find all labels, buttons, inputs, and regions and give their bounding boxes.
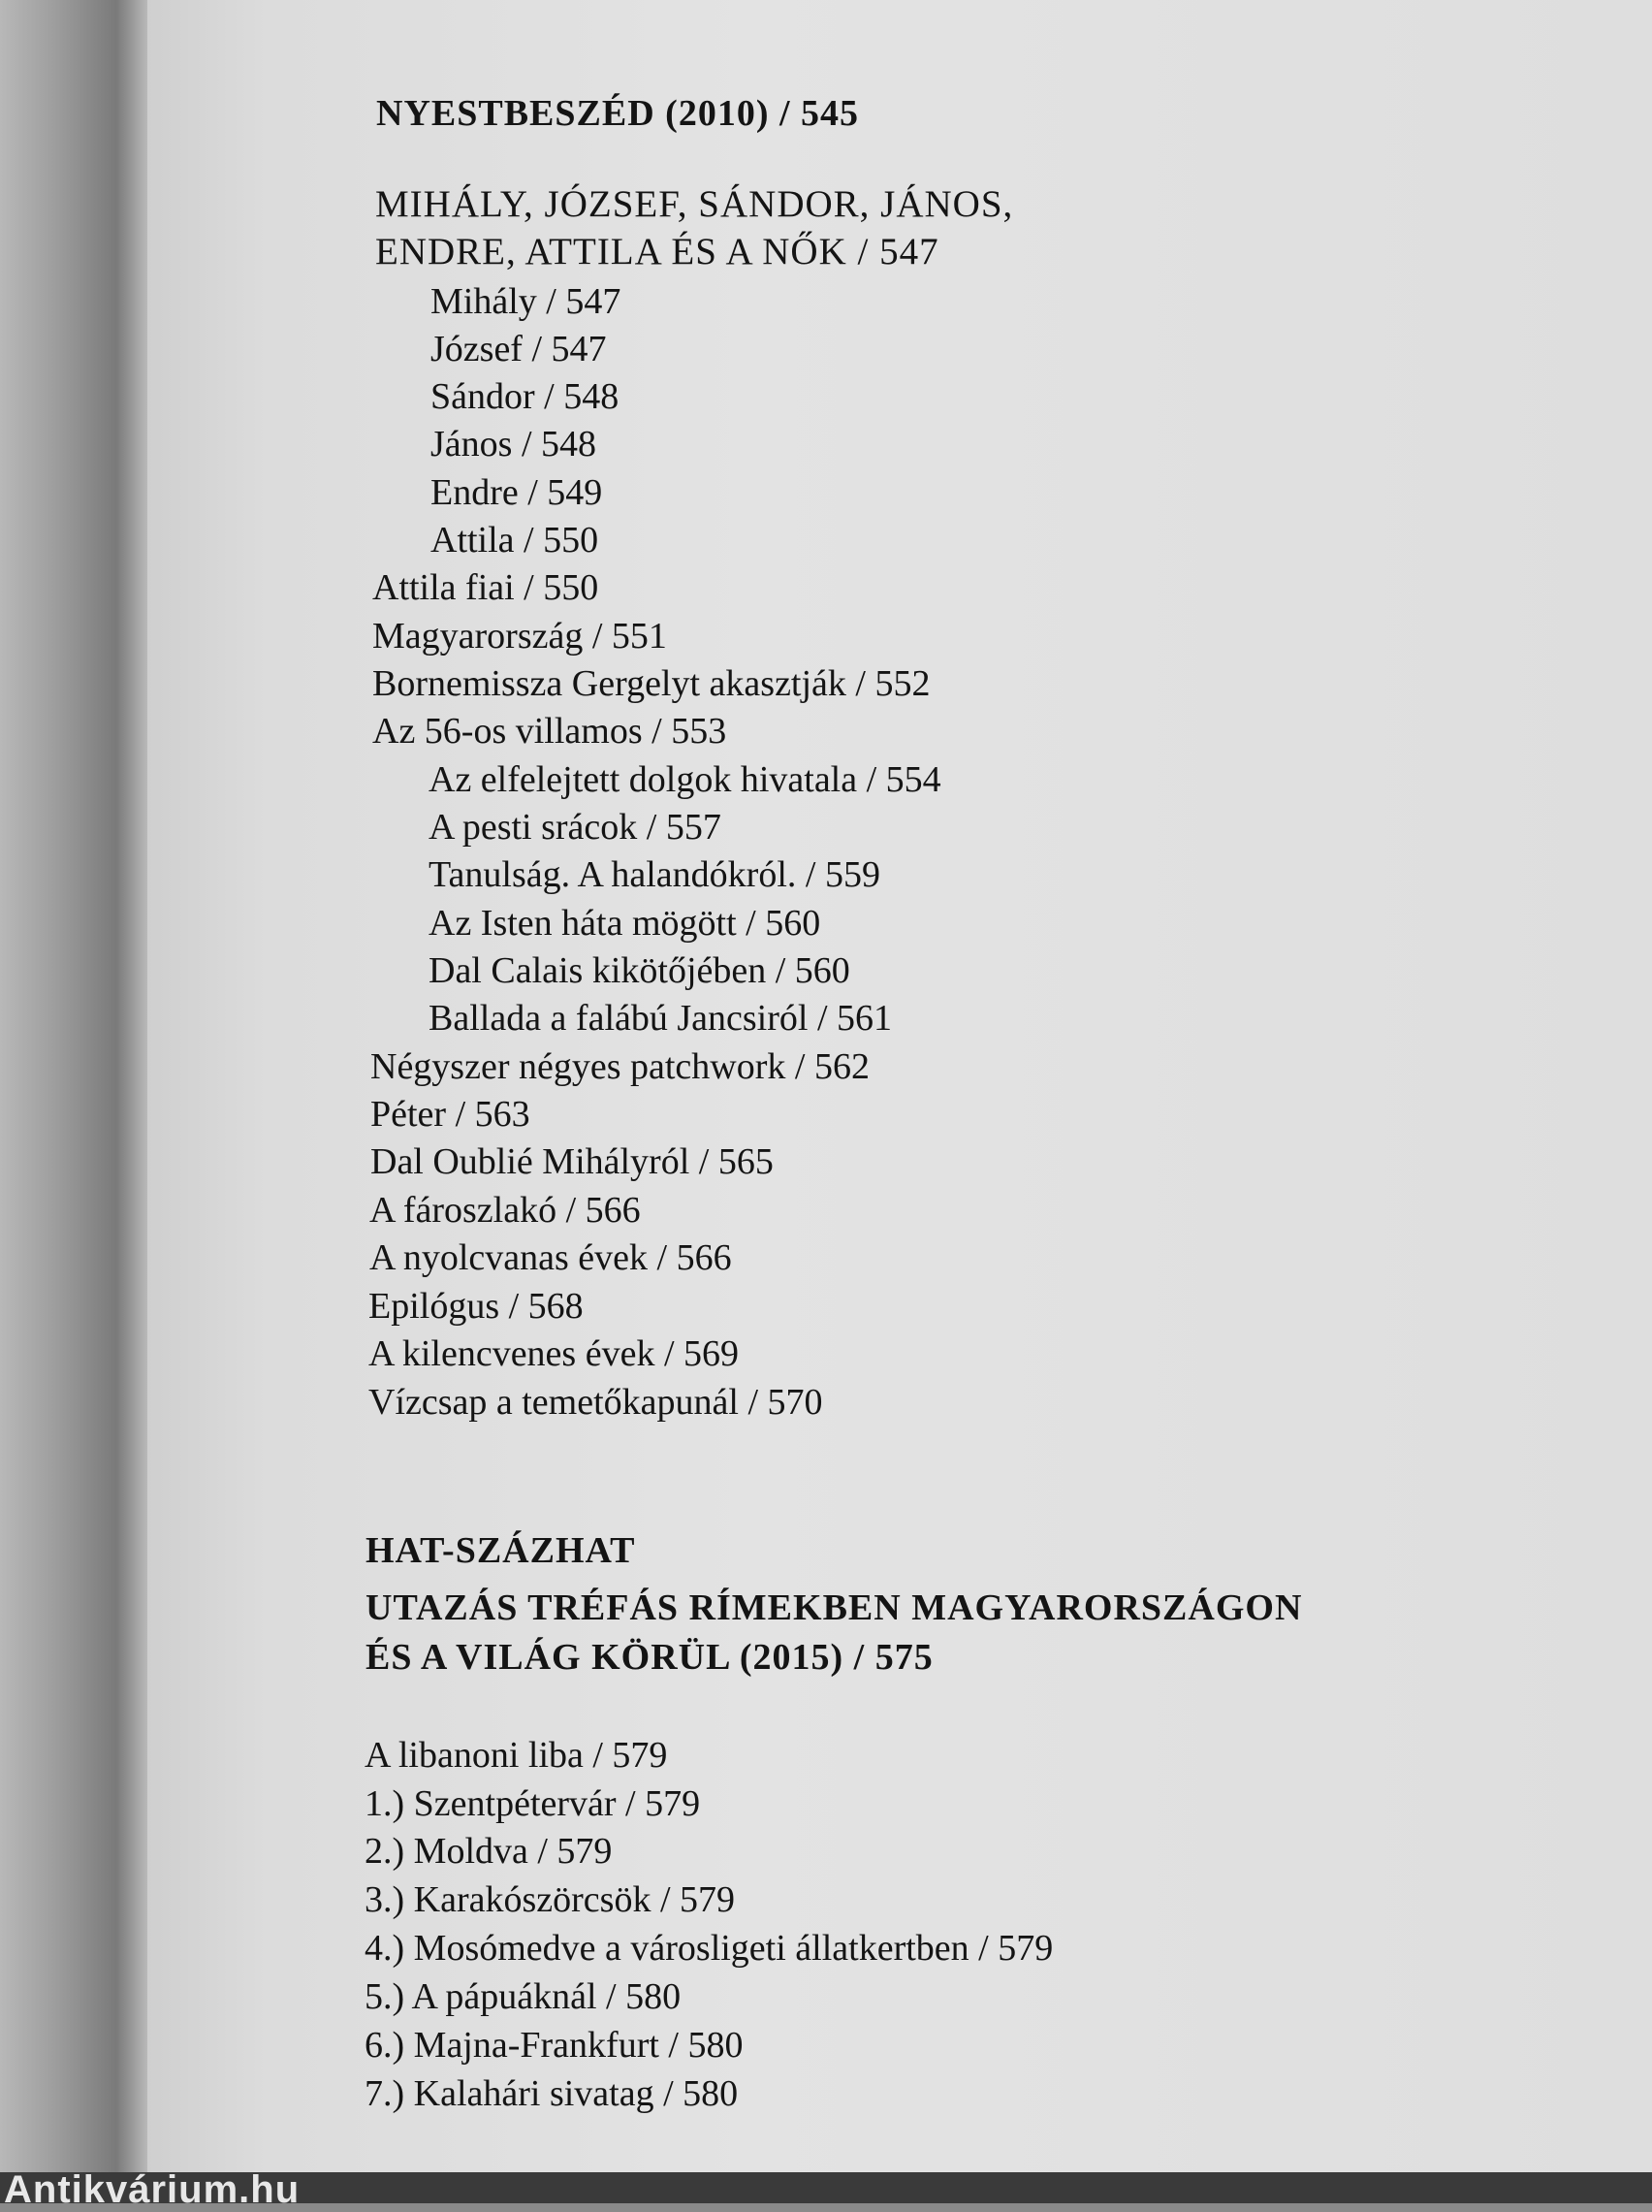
toc-entry: József / 547 <box>430 329 607 369</box>
toc-entry: Ballada a falábú Jancsiról / 561 <box>429 998 893 1039</box>
toc-entry: Vízcsap a temetőkapunál / 570 <box>368 1382 823 1423</box>
toc-entry: Mihály / 547 <box>430 281 621 322</box>
toc-entry: Attila fiai / 550 <box>372 567 599 608</box>
toc-entry: Bornemissza Gergelyt akasztják / 552 <box>372 663 931 704</box>
toc-entry: A nyolcvanas évek / 566 <box>369 1237 732 1278</box>
toc-entry: 1.) Szentpétervár / 579 <box>365 1783 701 1824</box>
toc-entry: Magyarország / 551 <box>372 616 667 657</box>
toc-entry: Az 56-os villamos / 553 <box>372 711 727 752</box>
toc-entry: Az Isten háta mögött / 560 <box>429 903 821 944</box>
toc-entry: 4.) Mosómedve a városligeti állatkertben / 579 <box>365 1928 1054 1969</box>
section-title-hat-szazhat: HAT-SZÁZHAT <box>365 1530 636 1571</box>
section-title-nyestbeszed: NYESTBESZÉD (2010) / 545 <box>376 93 860 134</box>
toc-entry: Endre / 549 <box>430 472 603 513</box>
book-spine-shadow <box>0 0 155 2203</box>
section-subtitle-line-2: ENDRE, ATTILA ÉS A NŐK / 547 <box>375 231 939 272</box>
toc-entry: Dal Oublié Mihályról / 565 <box>370 1141 774 1182</box>
toc-entry: Epilógus / 568 <box>368 1286 584 1327</box>
toc-entry: Négyszer négyes patchwork / 562 <box>370 1046 870 1087</box>
section-title-line-2: UTAZÁS TRÉFÁS RÍMEKBEN MAGYARORSZÁGON <box>365 1587 1303 1628</box>
toc-entry: A fároszlakó / 566 <box>369 1190 641 1231</box>
watermark-logo: Antikvárium.hu <box>4 2168 301 2211</box>
toc-entry: 3.) Karakószörcsök / 579 <box>365 1879 736 1920</box>
toc-entry: A libanoni liba / 579 <box>365 1735 668 1776</box>
toc-entry: A pesti srácok / 557 <box>429 807 721 848</box>
toc-entry: 5.) A pápuáknál / 580 <box>365 1976 682 2017</box>
toc-entry: 7.) Kalahári sivatag / 580 <box>365 2073 739 2114</box>
toc-entry: Attila / 550 <box>430 520 599 561</box>
section-subtitle-line-1: MIHÁLY, JÓZSEF, SÁNDOR, JÁNOS, <box>375 183 1014 225</box>
section-title-line-3: ÉS A VILÁG KÖRÜL (2015) / 575 <box>365 1637 934 1678</box>
toc-entry: Az elfelejtett dolgok hivatala / 554 <box>429 759 941 800</box>
toc-entry: 2.) Moldva / 579 <box>365 1831 613 1872</box>
toc-entry: 6.) Majna-Frankfurt / 580 <box>365 2025 744 2066</box>
toc-entry: Tanulság. A halandókról. / 559 <box>429 854 880 895</box>
bleed-through-text <box>1092 97 1635 577</box>
toc-entry: Sándor / 548 <box>430 376 620 417</box>
toc-entry: A kilencvenes évek / 569 <box>368 1333 740 1374</box>
toc-entry: Péter / 563 <box>370 1094 530 1135</box>
toc-entry: Dal Calais kikötőjében / 560 <box>429 950 850 991</box>
toc-entry: János / 548 <box>430 424 596 465</box>
